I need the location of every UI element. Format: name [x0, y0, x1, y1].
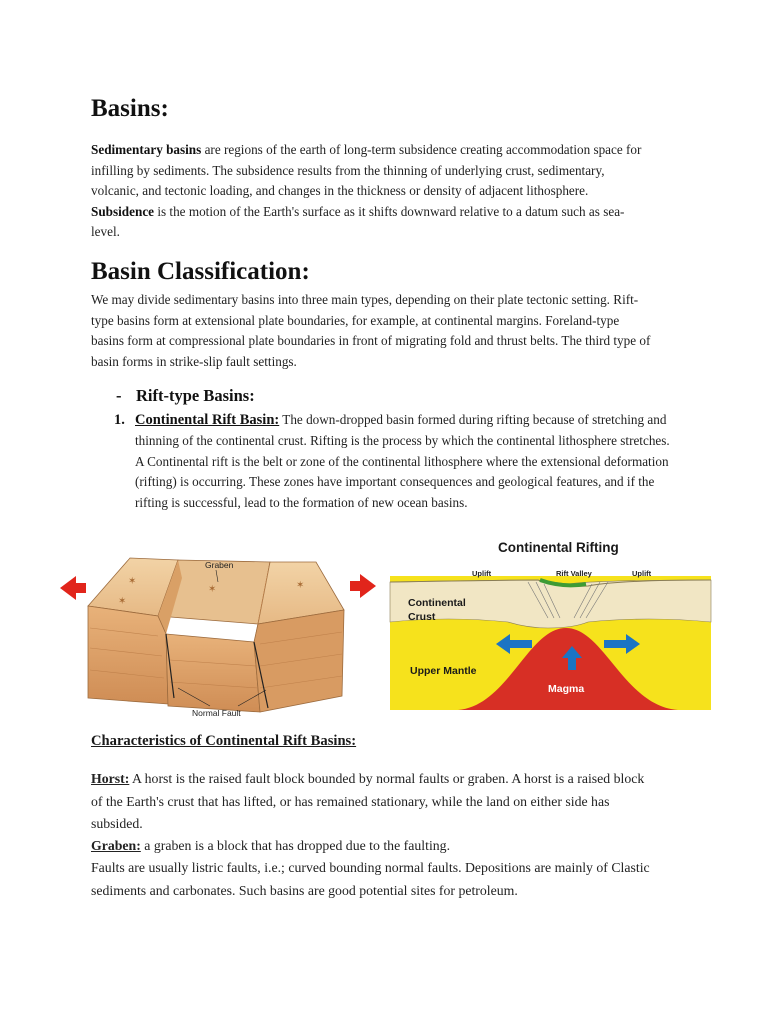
crust-label-line1: Continental	[408, 597, 466, 609]
left-arrow	[60, 576, 86, 600]
horst-paragraph	[91, 768, 651, 836]
continental-rift-text: The down-dropped basin formed during rifting because of stretching and thinning of the continental crust. Rifting is the process by which the continental lithosphere stretches. A Continental rift is the belt or zone of the continental lithosphere where the extensional deformation (rifting) is occurring. These zones have important consequences and geological features, and if the rifting is successful, lead to the formation of new ocean basins.	[135, 412, 670, 511]
graben-label: Graben	[205, 560, 234, 570]
rift-valley-label: Rift Valley	[556, 569, 592, 578]
term-subsidence: Subsidence	[91, 203, 155, 219]
upper-mantle-label: Upper Mantle	[410, 665, 477, 677]
graben-term: Graben:	[91, 838, 141, 853]
rift-dash: -	[116, 386, 122, 405]
continental-rifting-diagram	[388, 536, 713, 712]
horst-term: Horst:	[91, 771, 130, 786]
faults-paragraph: Faults are usually listric faults, i.e.; curved bounding normal faults. Depositions are mainly of Clastic sediments and carbonates. Such basins are good potential sites for petroleum.	[91, 860, 650, 898]
term-sedimentary-basins: Sedimentary basins	[91, 142, 202, 157]
right-arrow	[350, 574, 376, 598]
classification-heading: Basin Classification:	[91, 258, 310, 285]
svg-text:✶: ✶	[296, 580, 305, 591]
continental-rift-item	[135, 410, 680, 514]
svg-text:✶: ✶	[118, 596, 127, 607]
graben-text: a graben is a block that has dropped due to the faulting.	[140, 838, 451, 853]
continental-rift-title: Continental Rift Basin:	[135, 412, 280, 428]
characteristics-heading: Characteristics of Continental Rift Basins:	[91, 733, 357, 749]
basins-heading: Basins:	[91, 95, 169, 122]
normal-fault-label: Normal Fault	[192, 708, 241, 718]
rift-heading: Rift-type Basins:	[136, 386, 255, 405]
classification-paragraph: We may divide sedimentary basins into three main types, depending on their plate tectonic setting. Rift-type basins form at extensional plate boundaries, for example, at continental margins. Foreland-type basins form at compressional plate boundaries in front of migrating fold and thrust belts. The third type of basin forms in strike-slip fault settings.	[91, 292, 651, 369]
basins-text-2: is the motion of the Earth's surface as it shifts downward relative to a datum such as sea-level.	[91, 203, 625, 240]
uplift-left-label: Uplift	[472, 569, 492, 578]
uplift-right-label: Uplift	[632, 569, 652, 578]
svg-text:✶: ✶	[128, 576, 137, 587]
svg-text:✶: ✶	[208, 584, 217, 595]
basins-text-1: are regions of the earth of long-term subsidence creating accommodation space for infilling by sediments. The subsidence results from the thinning of underlying crust, sedimentary, volcanic, and tectonic loading, and changes in the thickness or density of adjacent lithosphere.	[91, 142, 642, 199]
basins-paragraph	[91, 140, 651, 243]
magma-label: Magma	[548, 683, 585, 695]
graben-paragraph	[91, 835, 651, 858]
horst-text: A horst is the raised fault block bounded by normal faults or graben. A horst is a raised block of the Earth's crust that has lifted, or has remained stationary, while the land on either side has subsided.	[91, 771, 645, 832]
rifting-title: Continental Rifting	[498, 540, 619, 555]
crust-label-line2: Crust	[408, 611, 436, 623]
item-number: 1.	[114, 412, 125, 428]
graben-block-diagram	[58, 548, 388, 720]
